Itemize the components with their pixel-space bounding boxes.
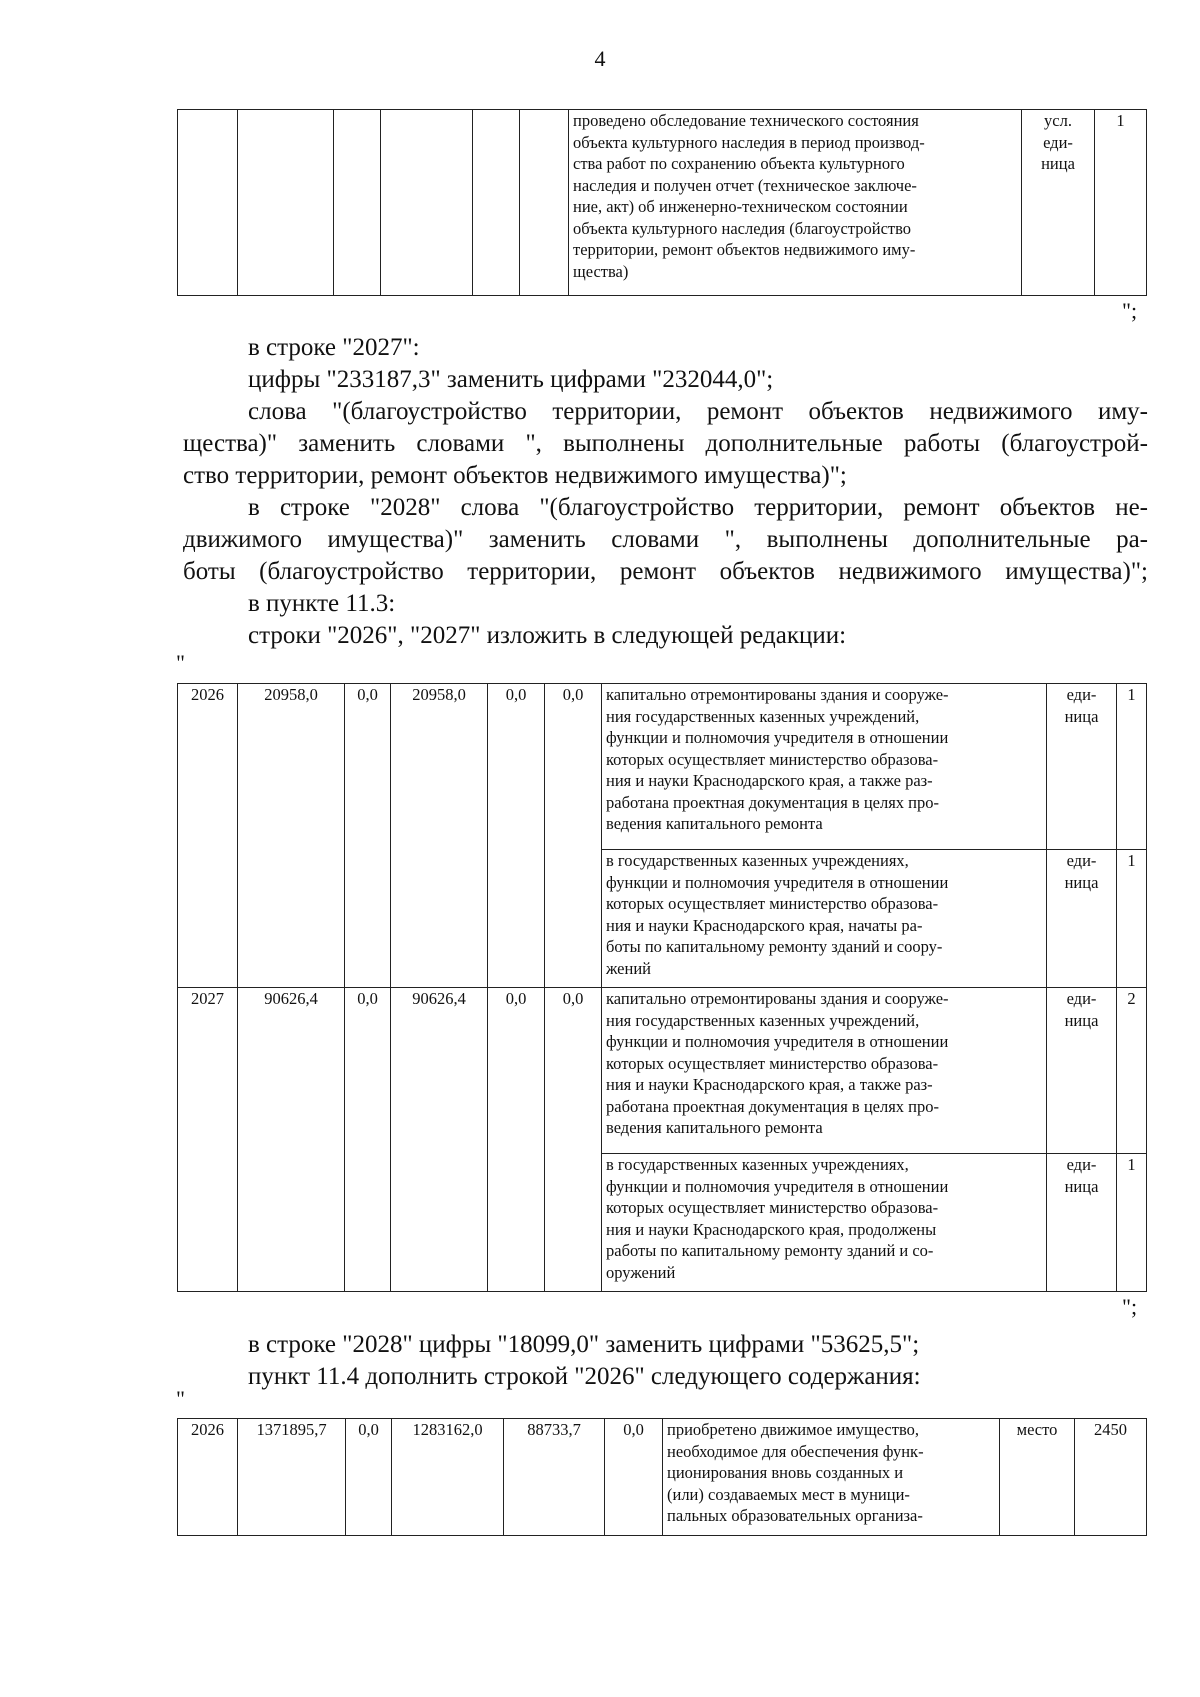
quantity: 1 [1117, 850, 1147, 988]
value-cell: 0,0 [346, 1419, 392, 1536]
result-description: проведено обследование технического состояния объекта культурного наследия в период производ- ства работ по сохранению объекта культурного наследия и получен отчет (техническое заключе- ние, акт) об инженерно-техническом состоянии объекта культурного наследия (благоустройство территории, ремонт объектов недвижимого иму- щества) [569, 110, 1022, 296]
table-continuation [177, 109, 1147, 296]
table-cell-empty [381, 110, 473, 296]
opening-quote: " [176, 650, 185, 675]
value-cell: 20958,0 [391, 684, 488, 988]
text-line: в строке "2027": [248, 334, 420, 361]
unit-of-measure: место [1000, 1419, 1075, 1536]
result-description: капитально отремонтированы здания и сооруже- ния государственных казенных учреждений, функции и полномочия учредителя в отношении которых осуществляет министерство образова- ния и науки Краснодарского края, а также раз- работана проектная документация в целях про- ведения капитального ремонта [602, 988, 1047, 1154]
table-cell-empty [238, 110, 334, 296]
unit-of-measure: еди- ница [1047, 988, 1117, 1154]
quantity: 1 [1117, 684, 1147, 850]
result-description: в государственных казенных учреждениях, функции и полномочия учредителя в отношении которых осуществляет министерство образова- ния и науки Краснодарского края, продолжены работы по капитальному ремонту зданий и со- оружений [602, 1154, 1047, 1292]
text-line: в строке "2028" слова "(благоустройство территории, ремонт объектов не- [248, 494, 1148, 521]
opening-quote: " [176, 1386, 185, 1411]
quantity: 1 [1095, 110, 1147, 296]
page-number: 4 [594, 46, 606, 71]
text-line: боты (благоустройство территории, ремонт объектов недвижимого имущества)"; [183, 558, 1148, 585]
value-cell: 0,0 [605, 1419, 663, 1536]
table-11-3 [177, 683, 1147, 1292]
result-description: в государственных казенных учреждениях, функции и полномочия учредителя в отношении которых осуществляет министерство образова- ния и науки Краснодарского края, начаты ра- боты по капитальному ремонту зданий и соору- жений [602, 850, 1047, 988]
value-cell: 90626,4 [391, 988, 488, 1292]
table-cell-empty [334, 110, 381, 296]
total-cell: 1371895,7 [238, 1419, 346, 1536]
value-cell: 1283162,0 [392, 1419, 504, 1536]
unit-of-measure: еди- ница [1047, 1154, 1117, 1292]
unit-of-measure: еди- ница [1047, 684, 1117, 850]
year-cell: 2027 [178, 988, 238, 1292]
year-cell: 2026 [178, 684, 238, 988]
result-description: капитально отремонтированы здания и сооруже- ния государственных казенных учреждений, функции и полномочия учредителя в отношении которых осуществляет министерство образова- ния и науки Краснодарского края, а также раз- работана проектная документация в целях про- ведения капитального ремонта [602, 684, 1047, 850]
table-cell-empty [520, 110, 569, 296]
text-line: в строке "2028" цифры "18099,0" заменить цифрами "53625,5"; [248, 1331, 920, 1358]
unit-of-measure: усл. еди- ница [1022, 110, 1095, 296]
value-cell: 0,0 [545, 684, 602, 988]
value-cell: 0,0 [545, 988, 602, 1292]
result-description: приобретено движимое имущество, необходимое для обеспечения функ- ционирования вновь созданных и (или) создаваемых мест в муници- пальных образовательных организа- [663, 1419, 1000, 1536]
quantity: 2450 [1075, 1419, 1147, 1536]
value-cell: 88733,7 [504, 1419, 605, 1536]
table-11-4 [177, 1418, 1147, 1536]
value-cell: 0,0 [345, 988, 391, 1292]
text-line: строки "2026", "2027" изложить в следующей редакции: [248, 622, 847, 649]
quantity: 2 [1117, 988, 1147, 1154]
text-line: щества)" заменить словами ", выполнены дополнительные работы (благоустрой- [183, 430, 1148, 457]
value-cell: 0,0 [488, 684, 545, 988]
closing-quote: "; [1122, 1294, 1138, 1319]
amendment-text-1 [183, 332, 1148, 652]
table-cell-empty [178, 110, 238, 296]
total-cell: 90626,4 [238, 988, 345, 1292]
text-line: ство территории, ремонт объектов недвижимого имущества)"; [183, 462, 847, 489]
text-line: в пункте 11.3: [248, 590, 396, 617]
text-line: пункт 11.4 дополнить строкой "2026" следующего содержания: [248, 1363, 921, 1390]
amendment-text-2 [183, 1329, 1148, 1393]
year-cell: 2026 [178, 1419, 238, 1536]
total-cell: 20958,0 [238, 684, 345, 988]
closing-quote: "; [1122, 298, 1138, 323]
text-line: цифры "233187,3" заменить цифрами "232044,0"; [248, 366, 774, 393]
unit-of-measure: еди- ница [1047, 850, 1117, 988]
table-cell-empty [473, 110, 520, 296]
text-line: движимого имущества)" заменить словами ", выполнены дополнительные ра- [183, 526, 1148, 553]
text-line: слова "(благоустройство территории, ремонт объектов недвижимого иму- [248, 398, 1148, 425]
value-cell: 0,0 [345, 684, 391, 988]
value-cell: 0,0 [488, 988, 545, 1292]
quantity: 1 [1117, 1154, 1147, 1292]
